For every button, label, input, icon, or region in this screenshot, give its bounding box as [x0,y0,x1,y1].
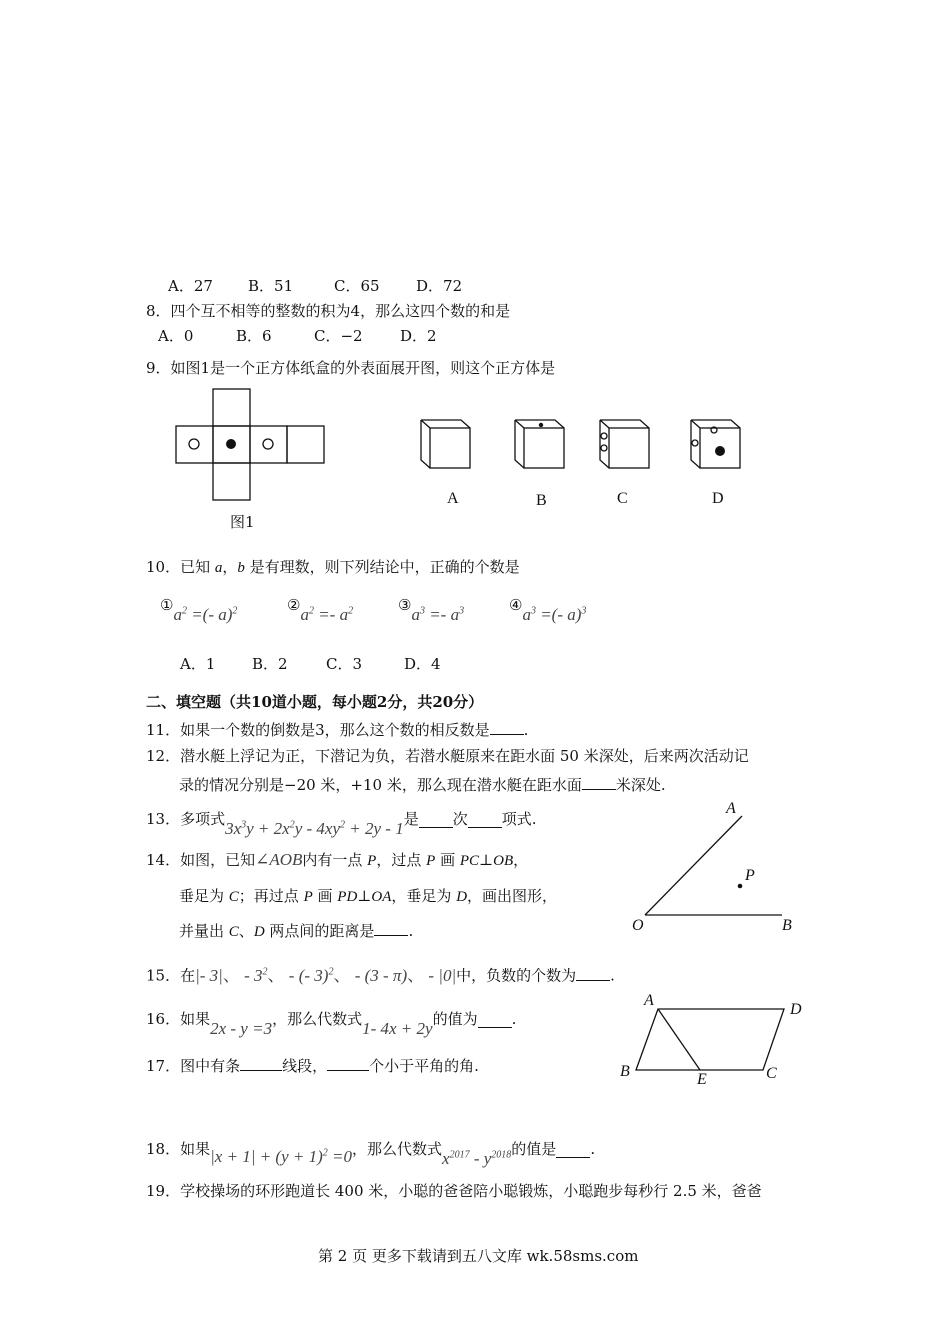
q18-blank [556,1143,590,1158]
q14-text: ，垂足为 [391,887,457,905]
expr-y: y [483,1148,492,1168]
expr-sep: 、 [267,965,285,985]
expr: - |0| [428,965,457,985]
expr-lhs: a [522,604,531,624]
q14-line-1 [146,850,528,871]
q14-var-p: P [367,853,377,869]
q10-option-a: A．1 [180,655,216,673]
expr-lhs-exp: 2 [181,605,187,616]
q8-stem: 8．四个互不相等的整数的积为4，那么这四个数的和是 [146,302,511,320]
poly-exp: 2 [289,819,295,830]
q10-statement-4 [509,596,586,630]
expr: - 3 [244,965,263,985]
expr-sep: 、 [407,965,425,985]
q16-period: . [511,1010,517,1028]
q13-blank-degree [419,813,453,828]
figure-label-b: B [620,1063,630,1080]
poly-term: y - 4xy [294,818,341,838]
cube-b-icon [512,418,572,473]
q14-text: 并量出 [179,922,229,940]
q16-text: ，那么代数式 [272,1010,363,1028]
q7-option-a: A．27 [168,277,213,295]
q18-text: ，那么代数式 [352,1139,443,1158]
poly-term: + 2y - 1 [345,818,404,838]
cube-a-icon [420,418,480,473]
q10-option-c: C．3 [326,655,363,673]
cube-label-d: D [712,490,724,507]
q10-options [180,654,441,674]
q13-polynomial [225,819,404,838]
q14-angle: ∠AOB [255,850,303,869]
q17-blank-segments [240,1056,282,1071]
cube-label-a: A [447,490,459,507]
expr-rhs: =(- a) [186,604,233,624]
figure-label-b: B [782,917,792,934]
section-2-heading: 二、填空题（共10道小题，每小题2分，共20分） [146,693,484,711]
expr-lhs-exp: 3 [530,605,536,616]
q14-line-2 [179,886,557,907]
q15-text: 15．在 [146,966,196,985]
q10-stem [146,557,520,578]
expr-exp: 2 [262,966,268,977]
eq-part: |x + 1| + (y + 1) [210,1146,323,1166]
q14-text: 14．如图，已知 [146,851,256,869]
cube-label-b: B [536,492,547,509]
eq-exp: 2 [322,1147,328,1158]
expr-rhs-exp: 3 [459,605,465,616]
statement-number: ② [287,595,301,614]
q17-tail: 个小于平角的角. [369,1057,479,1075]
expr-rhs: =(- a) [535,604,582,624]
statement-number: ① [160,595,174,614]
cube-label-c: C [617,490,628,507]
q16-expression: 1- 4x + 2y [362,1019,433,1038]
cube-c-icon [597,418,657,473]
statement-expr [522,605,586,624]
q8-option-c: C．−2 [314,327,363,345]
q13-blank-terms [468,813,502,828]
q14-text: 画 [435,851,460,869]
statement-expr [300,605,353,624]
expr-lhs: a [411,604,420,624]
q14-text: ；再过点 [238,887,304,905]
q18-period: . [590,1139,596,1158]
figure-label-e: E [697,1071,707,1088]
q12-line-2 [179,775,666,795]
q11-text: 11．如果一个数的倒数是3，那么这个数的相反数是 [146,721,490,739]
q14-text: 内有一点 [302,851,368,869]
expr-minus: - [469,1148,484,1168]
expr-lhs-exp: 3 [419,605,425,616]
expr-rhs: =- a [424,604,460,624]
expr-y-exp: 2018 [491,1149,512,1160]
q12-blank [582,775,616,790]
expr-lhs: a [300,604,309,624]
q14-var-p: P [303,889,313,905]
q14-var-oa: OA [371,889,392,905]
q10-option-b: B．2 [252,655,288,673]
q18-expression [442,1149,511,1168]
expr-rhs-exp: 2 [232,605,238,616]
q14-period: . [408,922,414,940]
q14-text: ，过点 [376,851,427,869]
perpendicular-icon: ⊥ [479,851,494,869]
q8-option-b: B．6 [236,327,272,345]
expr-exp: 2 [328,966,334,977]
eq-part: =0 [327,1146,353,1166]
statement-expr [411,605,464,624]
q10-statement-2 [287,596,353,630]
q12-line-2-tail: 米深处. [615,776,666,794]
expr-x: x [442,1148,450,1168]
q13-text-is: 是 [403,809,419,828]
statement-number: ④ [509,595,523,614]
expr-rhs-exp: 2 [348,605,354,616]
q15-tail: 中，负数的个数为 [456,966,577,985]
q12-line-1: 12．潜水艇上浮记为正，下潜记为负，若潜水艇原来在距水面 50 米深处，后来两次活动记 [146,747,749,765]
q7-option-c: C．65 [334,277,380,295]
poly-exp: 2 [340,819,346,830]
q14-text: ，画出图形， [467,887,558,905]
q8-options [158,326,437,346]
q13 [146,804,537,838]
expr-sep: 、 [222,965,240,985]
q15-period: . [610,966,615,985]
q12-line-2-text: 录的情况分别是−20 米，+10 米，那么现在潜水艇在距水面 [179,776,582,794]
q14-var-d: D [456,889,468,905]
q7-option-b: B．51 [248,277,294,295]
q14-var-pd: PD [337,889,358,905]
q17 [146,1056,479,1076]
q17-text: 线段， [282,1057,328,1075]
figure-label-d: D [790,1001,802,1018]
q14-text: 两点间的距离是 [264,922,375,940]
q15-expressions [195,966,456,985]
q17-blank-angles [327,1056,369,1071]
perpendicular-icon: ⊥ [357,887,372,905]
q16-equation: 2x - y =3 [210,1019,273,1038]
q18-text: 18．如果 [146,1139,211,1158]
expr-rhs: =- a [313,604,349,624]
poly-exp: 3 [241,819,247,830]
expr-lhs: a [173,604,182,624]
expr-rhs-exp: 3 [581,605,587,616]
q15 [146,960,615,988]
figure-label-o: O [632,917,644,934]
angle-aob-figure [640,812,790,922]
q19-line-1: 19．学校操场的环形跑道长 400 米，小聪的爸爸陪小聪锻炼，小聪跑步每秒行 2.5 米，爸爸 [146,1182,762,1200]
q14-line-3 [179,921,413,942]
q18 [146,1134,595,1168]
q14-var-d: D [253,924,265,940]
q9-stem: 9．如图1是一个正方体纸盒的外表面展开图，则这个正方体是 [146,359,556,377]
q14-var-c: C [228,924,239,940]
q11-period: . [523,721,529,739]
q16 [146,1008,516,1038]
expr: |- 3| [195,965,223,985]
q10-statement-1 [160,596,237,630]
expr-x-exp: 2017 [449,1149,470,1160]
figure-label-a: A [726,800,736,817]
cube-net-figure [170,388,340,508]
q10-statement-3 [398,596,464,630]
expr-lhs-exp: 2 [308,605,314,616]
q14-blank [374,921,408,936]
cube-d-icon [688,418,748,473]
expr: - (3 - π) [354,965,408,985]
statement-number: ③ [398,595,412,614]
figure-label-a: A [644,992,654,1009]
q8-option-d: D．2 [400,327,437,345]
q10-stem-tail: 是有理数，则下列结论中，正确的个数是 [244,558,520,576]
q10-var-a: a [214,560,223,576]
poly-term: 3x [225,818,242,838]
q14-var-ob: OB [493,853,514,869]
expr-sep: 、 [333,965,351,985]
q7-options [168,276,462,296]
page-footer: 第 2 页 更多下载请到五八文库 wk.58sms.com [318,1247,639,1265]
figure-1-caption: 图1 [230,513,255,531]
q13-text: 13．多项式 [146,809,226,828]
figure-label-p: P [745,867,755,884]
figure-label-c: C [766,1065,777,1082]
q14-comma: ， [513,851,529,869]
q18-tail: 的值是 [511,1139,557,1158]
q11 [146,720,528,740]
q11-blank [490,720,524,735]
q14-sep: 、 [238,922,254,940]
q10-option-d: D．4 [404,655,441,673]
q14-text: 垂足为 [179,887,229,905]
q10-stem-text: 10．已知 [146,558,215,576]
q17-text: 17．图中有条 [146,1057,241,1075]
q18-equation [210,1147,352,1166]
q14-text: 画 [312,887,338,905]
q16-blank [478,1013,512,1028]
q16-text: 16．如果 [146,1010,211,1028]
q14-var-p: P [426,853,436,869]
q13-tail: 项式. [501,809,537,828]
q15-blank [576,966,610,981]
q13-text-ci: 次 [452,809,468,828]
statement-expr [173,605,237,624]
q14-var-c: C [228,889,239,905]
q14-var-pc: PC [459,853,480,869]
q10-comma: ， [222,558,238,576]
q7-option-d: D．72 [416,277,463,295]
q8-option-a: A．0 [158,327,194,345]
q10-var-b: b [237,560,245,576]
expr: - (- 3) [288,965,329,985]
poly-term: y + 2x [246,818,290,838]
q16-tail: 的值为 [432,1010,478,1028]
